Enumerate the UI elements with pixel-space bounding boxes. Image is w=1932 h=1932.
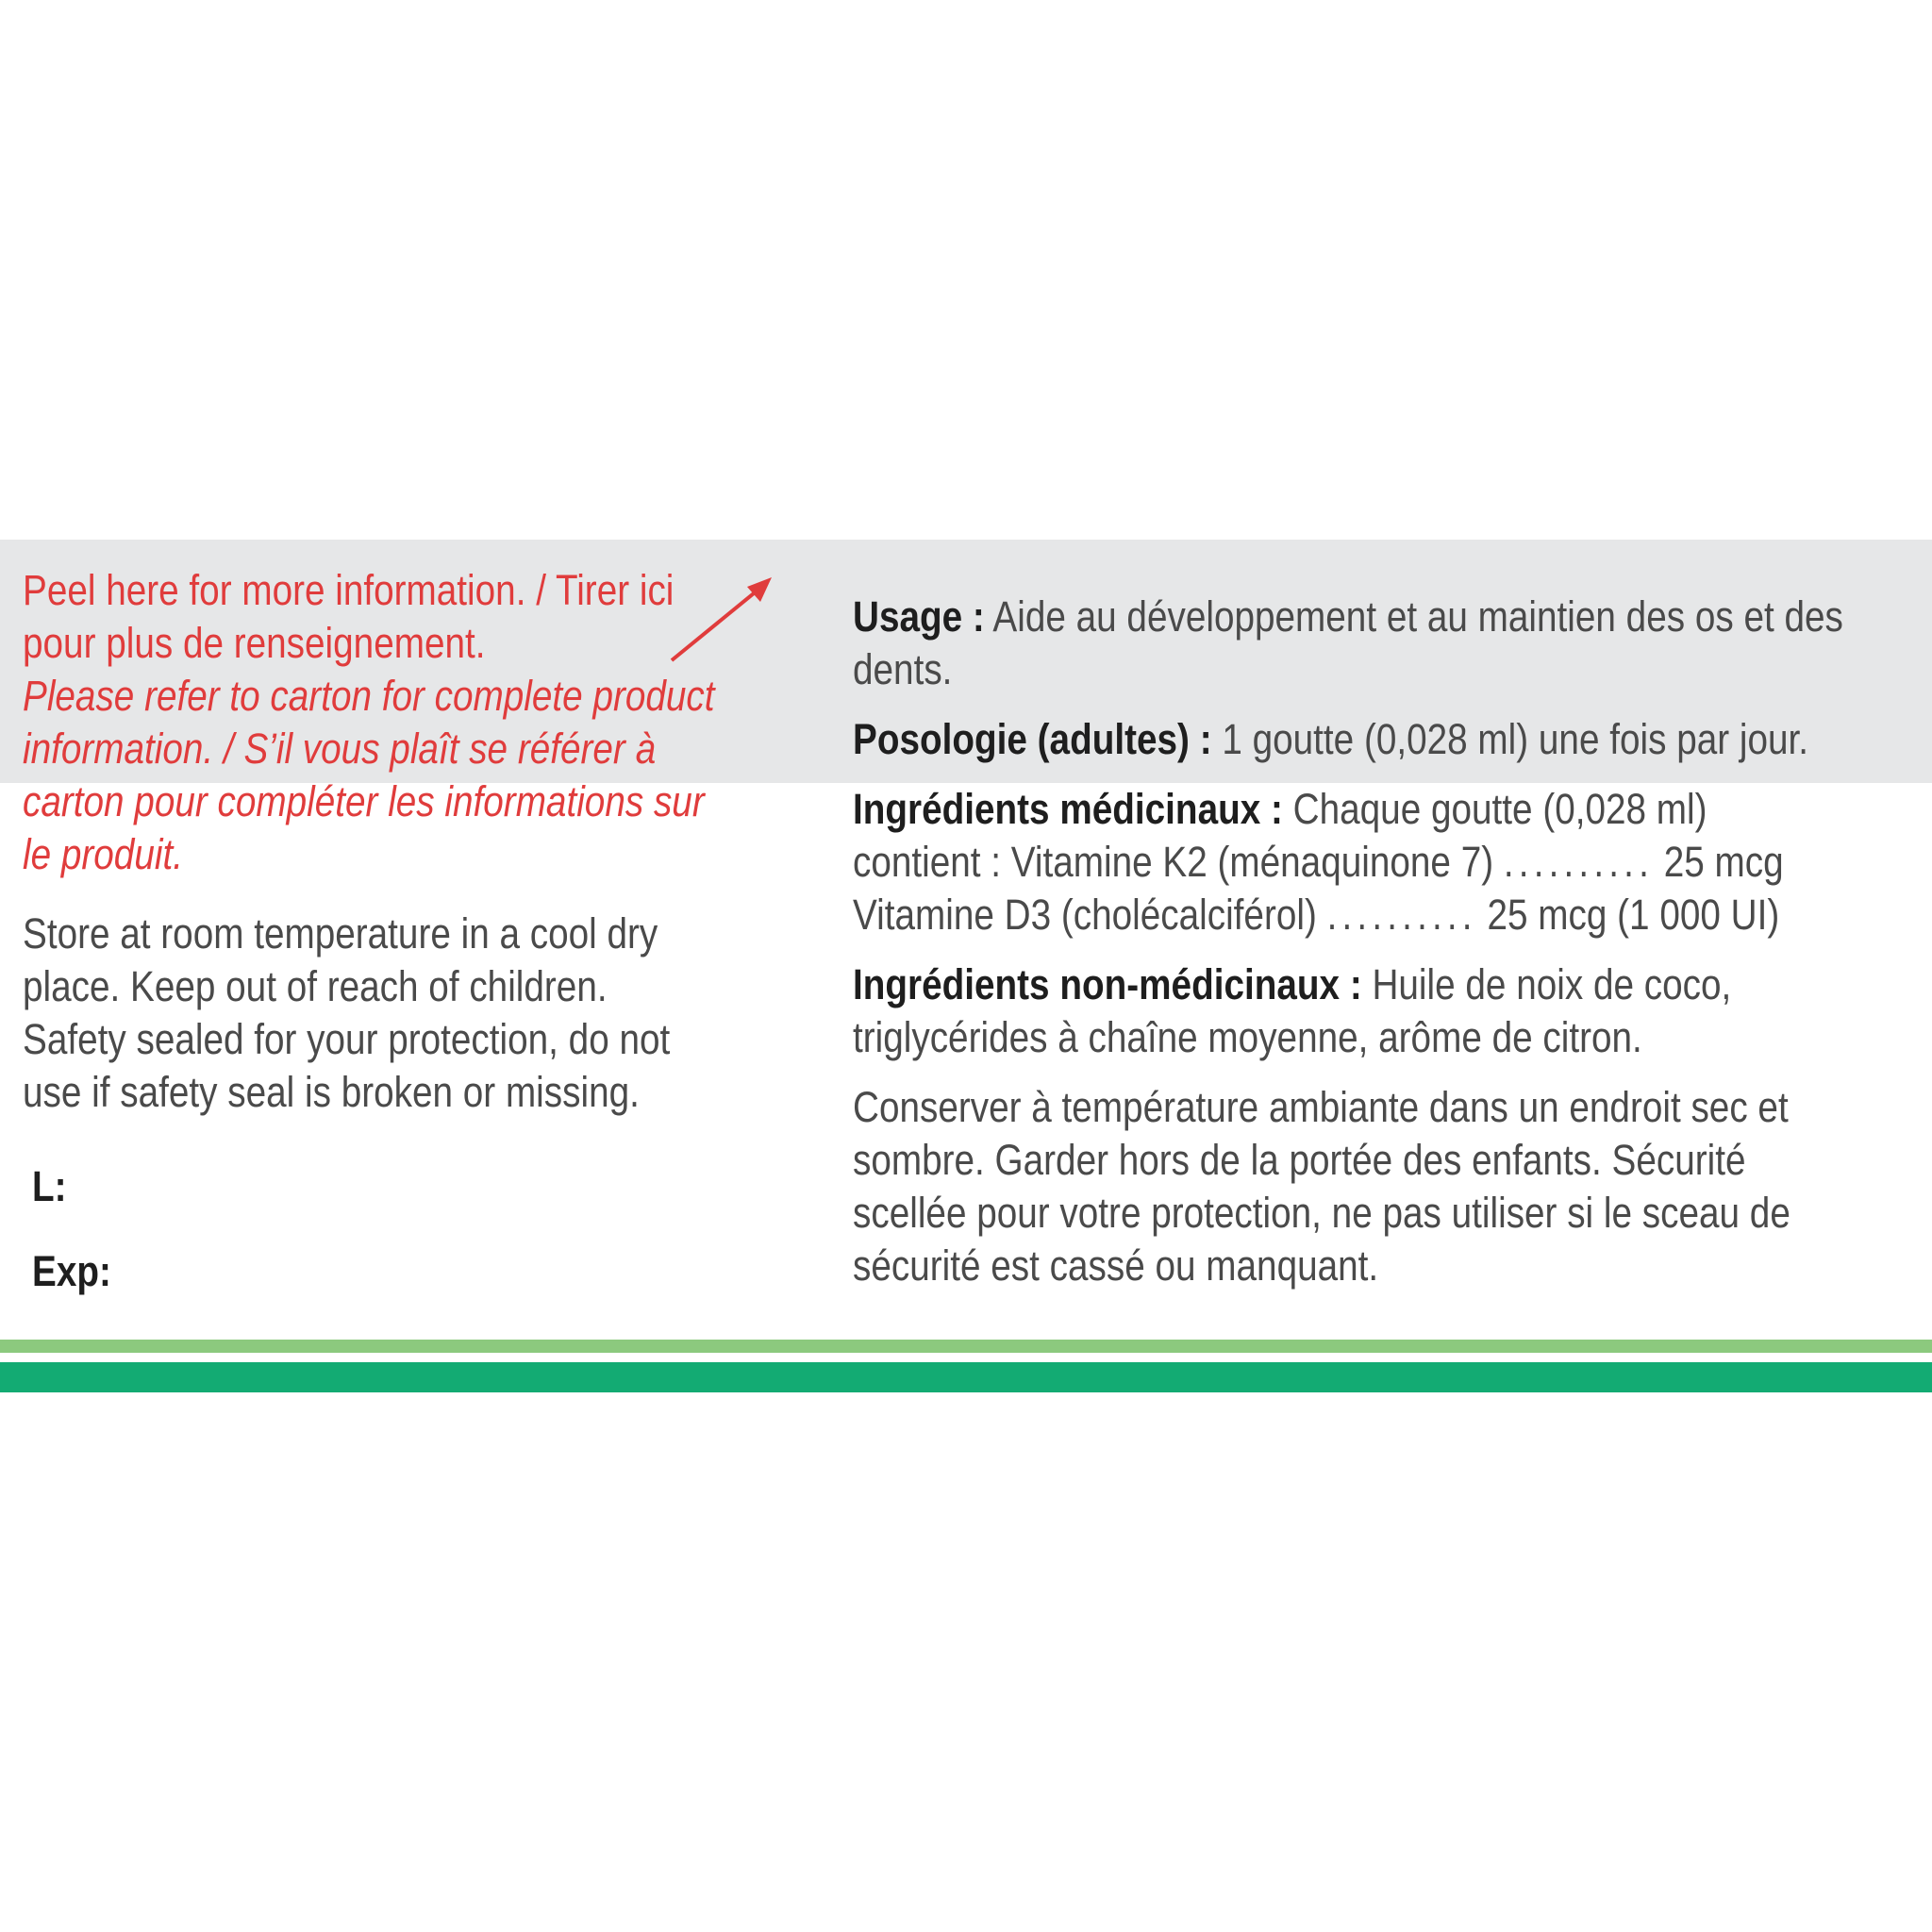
green-stripe-dark (0, 1362, 1932, 1392)
peel-notice (23, 564, 715, 881)
exp-label: Exp: (32, 1247, 111, 1295)
medicinal-ingredients-block (853, 783, 1784, 941)
storage-english (23, 908, 670, 1119)
storage-fr-line-4: sécurité est cassé ou manquant. (853, 1241, 1379, 1290)
storage-en-line-4: use if safety seal is broken or missing. (23, 1068, 640, 1116)
storage-fr-line-3: scellée pour votre protection, ne pas utiliser si le sceau de (853, 1189, 1790, 1237)
carton-note-line-2: information. / S’il vous plaît se référer à (23, 724, 657, 773)
lot-label: L: (32, 1162, 67, 1210)
carton-note-line-4: le produit. (23, 830, 183, 878)
usage-block (853, 591, 1843, 696)
storage-en-line-3: Safety sealed for your protection, do not (23, 1015, 671, 1063)
ingredient-row-d3 (853, 889, 1784, 941)
nonmedicinal-text: Huile de noix de coco, (1361, 960, 1732, 1008)
ingredient-k2-name: contient : Vitamine K2 (ménaquinone 7) (853, 838, 1494, 886)
dosage-label: Posologie (adultes) : (853, 715, 1212, 763)
usage-text: Aide au développement et au maintien des os et des (984, 592, 1843, 641)
medicinal-intro: Chaque goutte (0,028 ml) (1282, 785, 1707, 833)
green-stripe-light (0, 1340, 1932, 1353)
carton-note-line-1: Please refer to carton for complete product (23, 672, 715, 720)
ingredient-d3-amount: 25 mcg (1 000 UI) (1487, 891, 1780, 939)
ingredient-d3-name: Vitamine D3 (cholécalciférol) (853, 891, 1317, 939)
nonmedicinal-text-line-2: triglycérides à chaîne moyenne, arôme de citron. (853, 1013, 1642, 1061)
ingredient-d3-dots: .......... (1326, 891, 1477, 939)
peel-line-2: pour plus de renseignement. (23, 619, 486, 667)
ingredient-k2-amount: 25 mcg (1663, 838, 1784, 886)
storage-french (853, 1081, 1790, 1292)
nonmedicinal-ingredients-block (853, 958, 1731, 1064)
peel-line-1: Peel here for more information. / Tirer ici (23, 566, 675, 614)
nonmedicinal-label: Ingrédients non-médicinaux : (853, 960, 1362, 1008)
storage-en-line-2: place. Keep out of reach of children. (23, 962, 608, 1010)
dosage-text: 1 goutte (0,028 ml) une fois par jour. (1211, 715, 1809, 763)
peel-arrow-icon (660, 566, 783, 670)
medicinal-label: Ingrédients médicinaux : (853, 785, 1283, 833)
ingredient-row-k2 (853, 836, 1784, 889)
carton-note-line-3: carton pour compléter les informations sur (23, 777, 705, 825)
usage-label: Usage : (853, 592, 985, 641)
storage-fr-line-2: sombre. Garder hors de la portée des enfants. Sécurité (853, 1136, 1746, 1184)
usage-text-line-2: dents. (853, 645, 953, 693)
dosage-block (853, 713, 1808, 766)
storage-fr-line-1: Conserver à température ambiante dans un endroit sec et (853, 1083, 1789, 1131)
storage-en-line-1: Store at room temperature in a cool dry (23, 909, 658, 958)
ingredient-k2-dots: .......... (1503, 838, 1654, 886)
